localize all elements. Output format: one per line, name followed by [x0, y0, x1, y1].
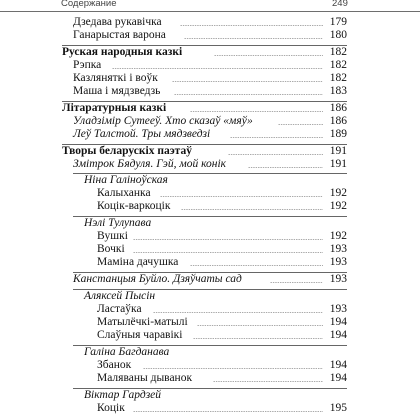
dot-leader — [197, 325, 323, 326]
dot-leader — [214, 55, 323, 56]
toc-entry-title: Коцік-варкоцік — [97, 200, 171, 212]
dot-leader — [112, 68, 323, 69]
toc-entry-page: 194 — [329, 372, 347, 384]
toc-entry-page: 193 — [329, 256, 347, 268]
toc-entry-title: Ганарыстая варона — [73, 29, 166, 41]
dot-leader — [228, 154, 323, 155]
toc-entry-page: 191 — [329, 158, 347, 170]
toc-entry-title: Творы беларускіх паэтаў — [62, 145, 192, 157]
dot-leader — [181, 209, 323, 210]
toc-entry-title: Дзедава рукавічка — [73, 16, 162, 28]
toc-entry-title: Леў Талстой. Тры мядзведзі — [73, 128, 211, 140]
toc-entry-title: Уладзімір Сутееў. Хто сказаў «мяў» — [73, 115, 253, 127]
toc-entry-title: Рэпка — [73, 59, 102, 71]
toc-author-name: Галіна Багданава — [84, 346, 170, 358]
dot-leader — [248, 167, 323, 168]
toc-entry-page: 192 — [329, 187, 347, 199]
dot-leader — [153, 312, 323, 313]
toc-entry-page: 183 — [329, 85, 347, 97]
toc-entry-title: Канстанцыя Буйло. Дзяўчаты сад — [73, 273, 242, 285]
toc-entry-page: 193 — [329, 243, 347, 255]
dot-leader — [270, 282, 323, 283]
dot-leader — [133, 239, 323, 240]
dot-leader — [133, 411, 323, 412]
toc-entry-page: 192 — [329, 230, 347, 242]
toc-entry-page: 182 — [329, 46, 347, 58]
toc-author-name: Ніна Галіноўская — [84, 174, 168, 186]
toc-entry-title: Літаратурныя казкі — [62, 102, 167, 114]
toc-entry-title: Коцік — [97, 402, 125, 414]
dot-leader — [172, 81, 323, 82]
toc-entry-title: Змітрок Бядуля. Гэй, мой конік — [73, 158, 227, 170]
toc-entry-title: Калыханка — [97, 187, 151, 199]
toc-entry-title: Ластаўка — [97, 303, 142, 315]
toc-entry-page: 186 — [329, 102, 347, 114]
dot-leader — [193, 338, 323, 339]
dot-leader — [190, 111, 323, 112]
toc-entry-page: 194 — [329, 316, 347, 328]
toc-entry-title: Вочкі — [97, 243, 125, 255]
toc-entry-page: 186 — [329, 115, 347, 127]
toc-author-name: Нэлі Тулупава — [84, 217, 152, 229]
dot-leader — [133, 252, 323, 253]
toc-entry-title: Матылёчкі-матылі — [97, 316, 188, 328]
dot-leader — [278, 124, 323, 125]
toc-author-name: Аляксей Пысін — [84, 290, 156, 302]
toc-entry-page: 194 — [329, 359, 347, 371]
toc-entry-page: 195 — [329, 402, 347, 414]
toc-author-name: Віктар Гардзей — [84, 389, 162, 401]
toc-entry-page: 194 — [329, 329, 347, 341]
running-head — [0, 0, 420, 12]
toc-entry-page: 191 — [329, 145, 347, 157]
toc-entry-title: Руская народныя казкі — [62, 46, 183, 58]
toc-entry-page: 182 — [329, 72, 347, 84]
toc-entry-page: 189 — [329, 128, 347, 140]
toc-entry-title: Маміна дачушка — [97, 256, 179, 268]
toc-entry-page: 193 — [329, 273, 347, 285]
toc-entry-title: Маша і мядзведзь — [73, 85, 161, 97]
dot-leader — [184, 38, 323, 39]
dot-leader — [174, 94, 323, 95]
dot-leader — [213, 381, 323, 382]
toc-entry-title: Маляваны дыванок — [97, 372, 193, 384]
toc-entry-page: 182 — [329, 59, 347, 71]
toc-entry-title: Слаўныя чаравікі — [97, 329, 183, 341]
toc-entry-page: 192 — [329, 200, 347, 212]
toc-entry-title: Казляняткі і воўк — [73, 72, 158, 84]
running-head-section: Содержание — [61, 0, 117, 9]
toc-entry-page: 193 — [329, 303, 347, 315]
toc-entry-title: Збанок — [97, 359, 132, 371]
toc-entry-title: Вушкі — [97, 230, 128, 242]
dot-leader — [160, 196, 323, 197]
dot-leader — [143, 368, 323, 369]
toc-entry-page: 179 — [329, 16, 347, 28]
page-number: 249 — [332, 0, 348, 9]
dot-leader — [180, 25, 323, 26]
dot-leader — [230, 137, 323, 138]
dot-leader — [190, 265, 323, 266]
toc-entry-page: 180 — [329, 29, 347, 41]
